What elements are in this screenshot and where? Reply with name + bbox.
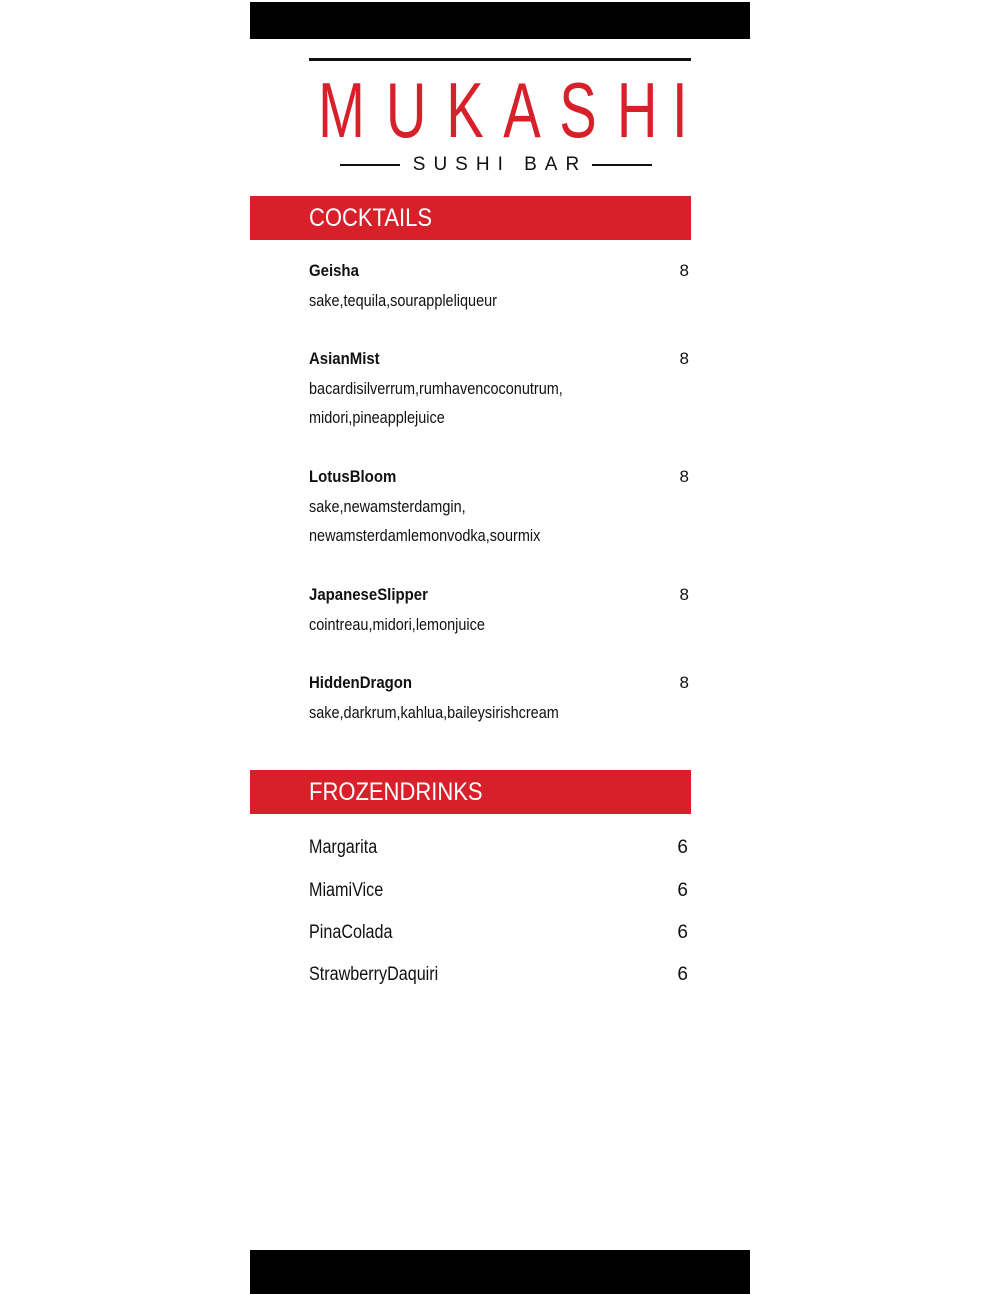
item-description: newamsterdamlemonvodka,sourmix xyxy=(309,526,541,545)
logo-letter: A xyxy=(502,66,541,154)
item-name: PinaColada xyxy=(309,922,393,943)
item-price: 6 xyxy=(677,922,688,943)
item-price: 8 xyxy=(679,349,689,368)
item-description: sake,tequila,sourappleliqueur xyxy=(309,291,497,310)
item-description: cointreau,midori,lemonjuice xyxy=(309,615,485,634)
item-description: midori,pineapplejuice xyxy=(309,408,445,427)
menu-item xyxy=(309,673,691,733)
item-description: bacardisilverrum,rumhavencoconutrum, xyxy=(309,379,563,398)
brand-logo-title xyxy=(309,66,691,154)
item-price: 8 xyxy=(679,673,689,692)
item-description: sake,darkrum,kahlua,baileysirishcream xyxy=(309,703,559,722)
menu-item xyxy=(309,964,691,986)
logo-letter: I xyxy=(672,66,688,154)
item-name: JapaneseSlipper xyxy=(309,585,428,604)
item-name: HiddenDragon xyxy=(309,673,413,692)
item-name: StrawberryDaquiri xyxy=(309,964,439,985)
subtitle-right-rule xyxy=(592,164,652,166)
menu-item xyxy=(309,349,691,439)
logo-letter: U xyxy=(386,66,427,154)
item-price: 8 xyxy=(679,261,689,280)
item-price: 8 xyxy=(679,585,689,604)
item-description: sake,newamsterdamgin, xyxy=(309,497,466,516)
section-header-cocktails xyxy=(250,196,691,240)
item-price: 6 xyxy=(677,880,688,901)
logo-letter: M xyxy=(318,66,365,154)
brand-subtitle xyxy=(340,154,652,176)
top-black-bar xyxy=(250,2,750,39)
bottom-black-bar xyxy=(250,1250,750,1294)
menu-item xyxy=(309,261,691,321)
logo-letter: H xyxy=(616,66,657,154)
menu-item xyxy=(309,922,691,944)
section-header-frozen-drinks xyxy=(250,770,691,814)
item-name: Margarita xyxy=(309,837,378,858)
logo-letter: S xyxy=(559,66,597,154)
item-name: Geisha xyxy=(309,261,359,280)
subtitle-left-rule xyxy=(340,164,400,166)
menu-item xyxy=(309,880,691,902)
menu-item xyxy=(309,837,691,859)
logo-letter: K xyxy=(446,66,484,154)
section-title: COCKTAILS xyxy=(309,204,433,232)
section-title: FROZENDRINKS xyxy=(309,778,483,806)
item-price: 6 xyxy=(677,837,688,858)
item-name: AsianMist xyxy=(309,349,380,368)
item-price: 6 xyxy=(677,964,688,985)
menu-item xyxy=(309,467,691,557)
item-name: LotusBloom xyxy=(309,467,397,486)
logo-top-rule xyxy=(309,58,691,61)
subtitle-text: SUSHI BAR xyxy=(412,154,588,175)
item-name: MiamiVice xyxy=(309,880,384,901)
item-price: 8 xyxy=(679,467,689,486)
menu-item xyxy=(309,585,691,645)
